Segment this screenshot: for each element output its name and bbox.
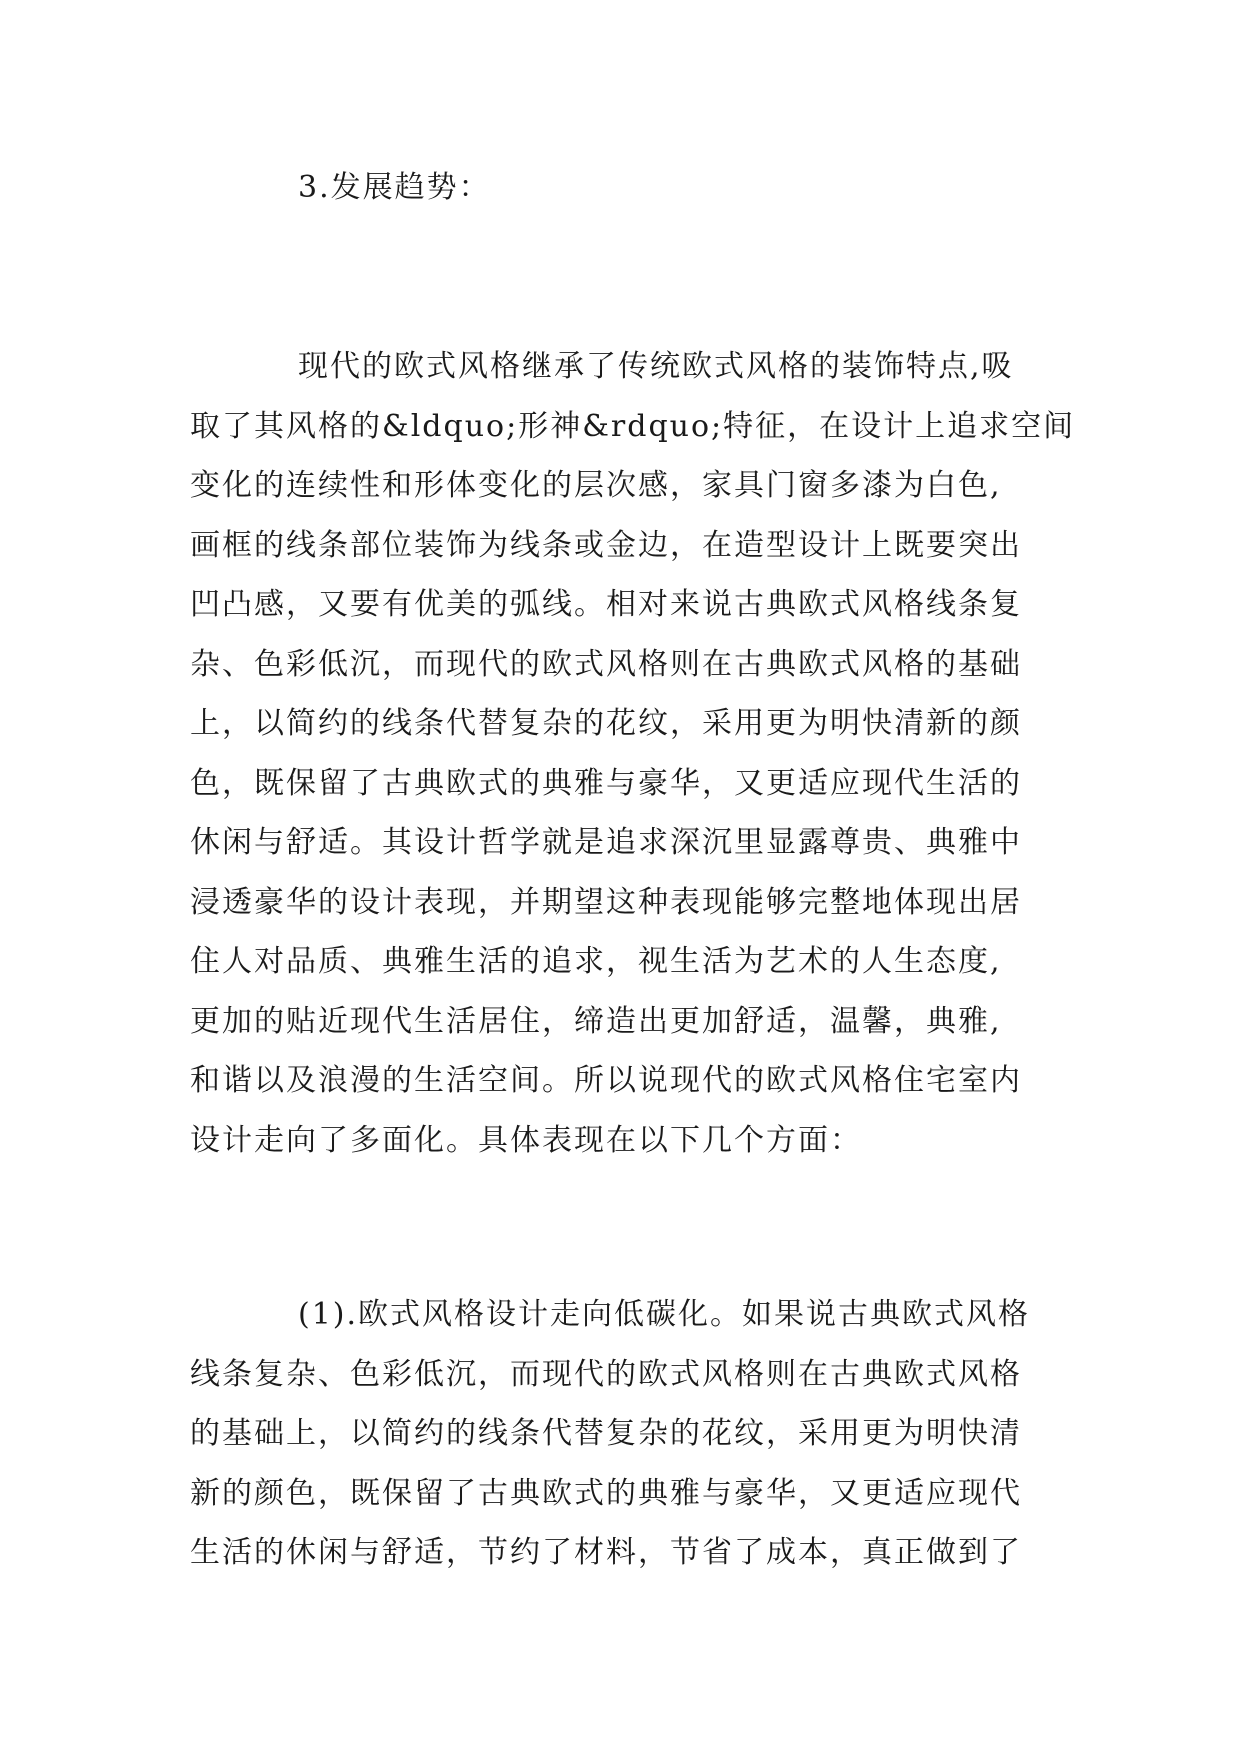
paragraph-line: 杂、色彩低沉，而现代的欧式风格则在古典欧式风格的基础 bbox=[190, 646, 1022, 682]
heading-text: 3.发展趋势： bbox=[298, 170, 491, 205]
paragraph-line: 现代的欧式风格继承了传统欧式风格的装饰特点,吸 bbox=[298, 349, 1014, 384]
paragraph-line: 线条复杂、色彩低沉，而现代的欧式风格则在古典欧式风格 bbox=[190, 1356, 1022, 1392]
paragraph-line: 取了其风格的&ldquo;形神&rdquo;特征，在设计上追求空间 bbox=[190, 408, 1076, 444]
paragraph-line: 上，以简约的线条代替复杂的花纹，采用更为明快清新的颜 bbox=[190, 706, 1022, 741]
paragraph-line: 变化的连续性和形体变化的层次感，家具门窗多漆为白色, bbox=[190, 468, 1002, 503]
paragraph-line: 凹凸感，又要有优美的弧线。相对来说古典欧式风格线条复 bbox=[190, 587, 1022, 622]
paragraph-modern-european-style bbox=[190, 337, 1076, 1170]
paragraph-line: 的基础上，以简约的线条代替复杂的花纹，采用更为明快清 bbox=[190, 1416, 1022, 1451]
paragraph-low-carbon bbox=[190, 1285, 1070, 1583]
paragraph-line: 浸透豪华的设计表现，并期望这种表现能够完整地体现出居 bbox=[190, 884, 1022, 920]
paragraph-line: 生活的休闲与舒适，节约了材料，节省了成本，真正做到了 bbox=[190, 1535, 1022, 1570]
paragraph-line: 色，既保留了古典欧式的典雅与豪华，又更适应现代生活的 bbox=[190, 765, 1022, 801]
paragraph-line: 休闲与舒适。其设计哲学就是追求深沉里显露尊贵、典雅中 bbox=[190, 825, 1022, 860]
paragraph-line: 画框的线条部位装饰为线条或金边，在造型设计上既要突出 bbox=[190, 527, 1022, 563]
paragraph-line: 设计走向了多面化。具体表现在以下几个方面： bbox=[190, 1122, 862, 1158]
paragraph-line: (1).欧式风格设计走向低碳化。如果说古典欧式风格 bbox=[298, 1297, 1031, 1332]
section-heading bbox=[190, 158, 1070, 218]
paragraph-line: 新的颜色，既保留了古典欧式的典雅与豪华，又更适应现代 bbox=[190, 1475, 1022, 1511]
paragraph-line: 住人对品质、典雅生活的追求，视生活为艺术的人生态度, bbox=[190, 944, 1002, 979]
paragraph-line: 和谐以及浪漫的生活空间。所以说现代的欧式风格住宅室内 bbox=[190, 1063, 1022, 1098]
paragraph-line: 更加的贴近现代生活居住，缔造出更加舒适，温馨，典雅, bbox=[190, 1003, 1002, 1039]
